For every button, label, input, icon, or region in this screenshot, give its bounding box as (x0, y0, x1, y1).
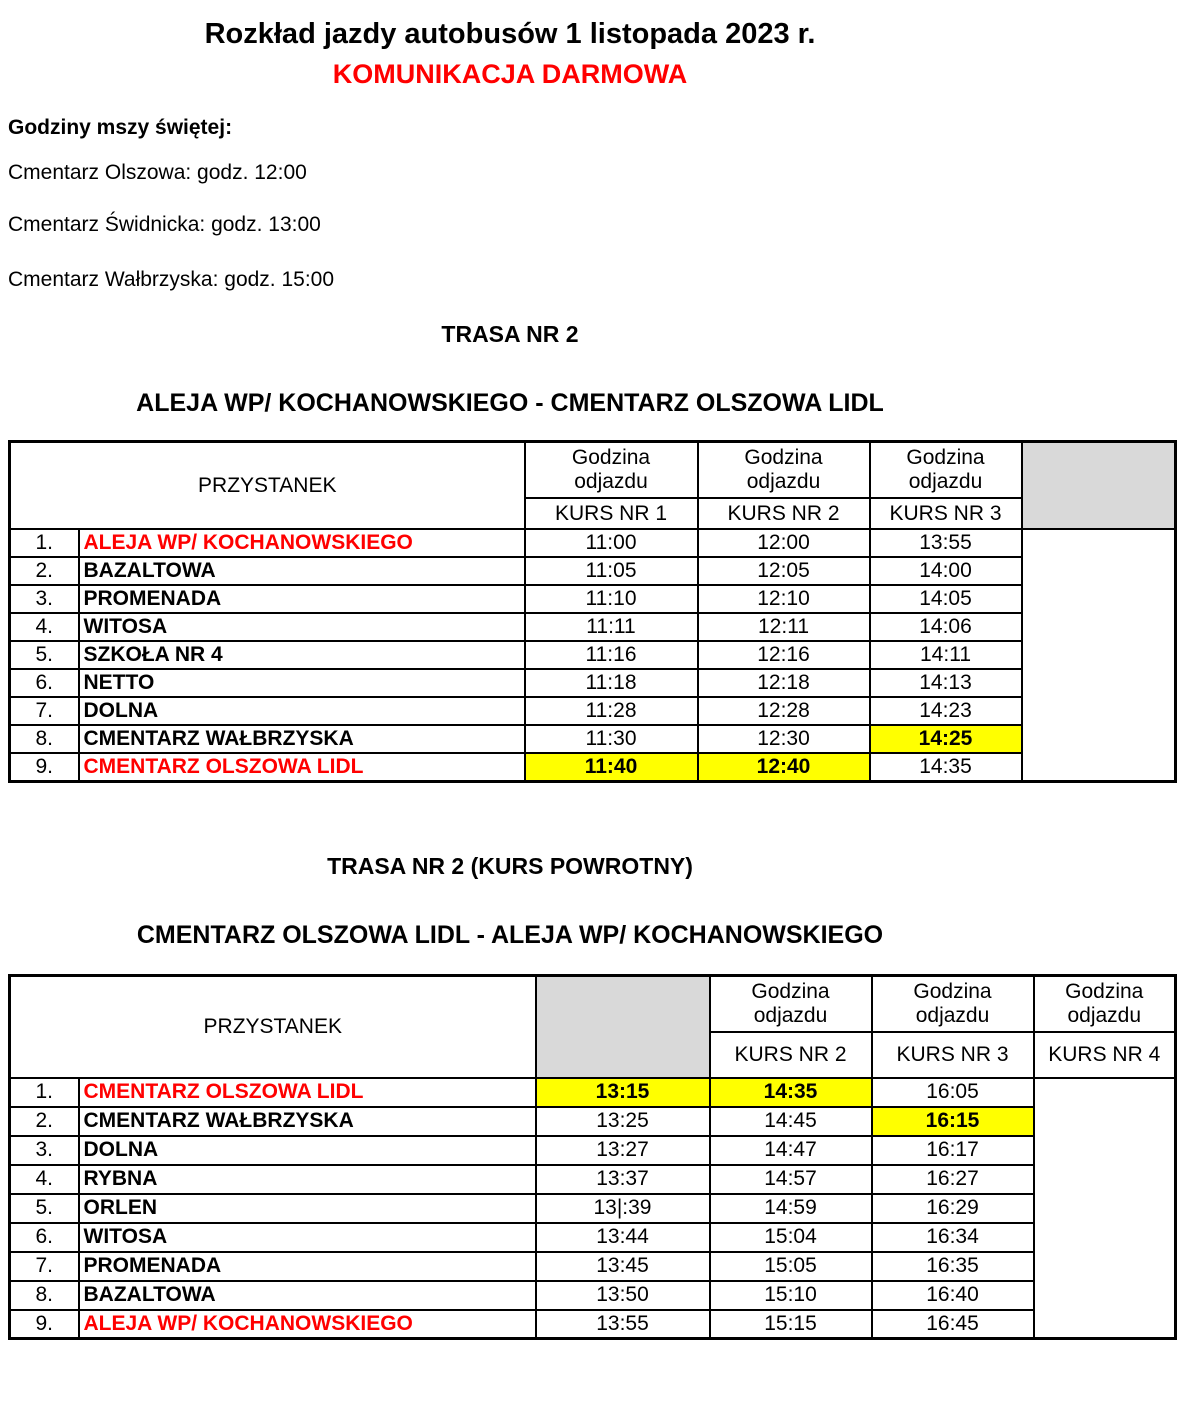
departure-time: 15:15 (710, 1310, 872, 1339)
column-header-przystanek: PRZYSTANEK (10, 976, 536, 1078)
page-title: Rozkład jazdy autobusów 1 listopada 2023 r. (204, 18, 816, 50)
stop-name: PROMENADA (79, 585, 525, 613)
departure-time: 16:45 (872, 1310, 1034, 1339)
stop-number: 2. (10, 557, 79, 585)
table-row (10, 725, 1176, 753)
departure-time: 14:25 (870, 725, 1022, 753)
document-page (0, 18, 1200, 1340)
stop-number: 7. (10, 697, 79, 725)
table-row (10, 1281, 1176, 1310)
departure-time: 14:59 (710, 1194, 872, 1223)
stop-name: SZKOŁA NR 4 (79, 641, 525, 669)
departure-time: 16:40 (872, 1281, 1034, 1310)
stop-number: 3. (10, 585, 79, 613)
departure-time: 14:00 (870, 557, 1022, 585)
departure-time: 13:55 (870, 529, 1022, 557)
section-title-trasa-2: TRASA NR 2 (441, 320, 579, 347)
table-row (10, 557, 1176, 585)
stop-name: WITOSA (79, 613, 525, 641)
stop-number: 9. (10, 753, 79, 781)
table-row (10, 613, 1176, 641)
table-row (10, 1310, 1176, 1339)
timetable-return (8, 974, 1177, 1340)
route-title-outbound: ALEJA WP/ KOCHANOWSKIEGO - CMENTARZ OLSZOWA LIDL (136, 389, 884, 418)
stop-number: 5. (10, 1194, 79, 1223)
departure-time: 15:05 (710, 1252, 872, 1281)
departure-time: 11:11 (525, 613, 698, 641)
column-header-godzina-3: Godzina odjazdu (1034, 976, 1176, 1032)
stop-name: BAZALTOWA (79, 557, 525, 585)
table-row (10, 1252, 1176, 1281)
table-row (10, 585, 1176, 613)
stop-number: 6. (10, 669, 79, 697)
stop-name: DOLNA (79, 697, 525, 725)
departure-time: 12:30 (698, 725, 870, 753)
table-row (10, 669, 1176, 697)
departure-time: 14:05 (870, 585, 1022, 613)
departure-time: 12:40 (698, 753, 870, 781)
column-header-godzina-1: Godzina odjazdu (525, 441, 698, 498)
departure-time: 16:05 (872, 1078, 1034, 1107)
table-row (10, 697, 1176, 725)
departure-time: 14:11 (870, 641, 1022, 669)
table-row (10, 1223, 1176, 1252)
table-row (10, 1078, 1176, 1107)
column-header-kurs-3: KURS NR 3 (872, 1032, 1034, 1078)
table-row (10, 641, 1176, 669)
departure-time: 13:45 (536, 1252, 710, 1281)
stop-number: 4. (10, 1165, 79, 1194)
departure-time: 15:04 (710, 1223, 872, 1252)
section-2-headings (0, 853, 1020, 950)
gray-empty-column (1022, 441, 1176, 529)
stop-name: CMENTARZ OLSZOWA LIDL (79, 753, 525, 781)
departure-time: 16:17 (872, 1136, 1034, 1165)
departure-time: 16:34 (872, 1223, 1034, 1252)
stop-name: CMENTARZ WAŁBRZYSKA (79, 1107, 536, 1136)
stop-number: 8. (10, 1281, 79, 1310)
departure-time: 12:18 (698, 669, 870, 697)
departure-time: 13:37 (536, 1165, 710, 1194)
gray-empty-column (536, 976, 710, 1078)
stop-name: BAZALTOWA (79, 1281, 536, 1310)
departure-time: 14:13 (870, 669, 1022, 697)
departure-time: 16:29 (872, 1194, 1034, 1223)
table-header-row (10, 441, 1176, 498)
stop-name: ALEJA WP/ KOCHANOWSKIEGO (79, 529, 525, 557)
departure-time: 14:57 (710, 1165, 872, 1194)
departure-time: 13:25 (536, 1107, 710, 1136)
departure-time: 13:27 (536, 1136, 710, 1165)
departure-time: 16:27 (872, 1165, 1034, 1194)
departure-time: 14:06 (870, 613, 1022, 641)
departure-time: 16:35 (872, 1252, 1034, 1281)
departure-time: 15:10 (710, 1281, 872, 1310)
table-row (10, 1136, 1176, 1165)
stop-number: 6. (10, 1223, 79, 1252)
stop-name: ORLEN (79, 1194, 536, 1223)
column-header-kurs-2: KURS NR 2 (698, 498, 870, 529)
table-row (10, 1165, 1176, 1194)
stop-name: WITOSA (79, 1223, 536, 1252)
column-header-godzina-2: Godzina odjazdu (698, 441, 870, 498)
mass-time-swidnicka: Cmentarz Świdnicka: godz. 13:00 (8, 212, 321, 236)
column-header-godzina-2: Godzina odjazdu (872, 976, 1034, 1032)
stop-number: 8. (10, 725, 79, 753)
departure-time: 13:55 (536, 1310, 710, 1339)
mass-time-walbrzyska: Cmentarz Wałbrzyska: godz. 15:00 (8, 267, 335, 291)
section-title-trasa-2-powrotny: TRASA NR 2 (KURS POWROTNY) (327, 852, 693, 879)
departure-time: 13:15 (536, 1078, 710, 1107)
departure-time: 11:00 (525, 529, 698, 557)
stop-name: CMENTARZ WAŁBRZYSKA (79, 725, 525, 753)
column-header-kurs-4: KURS NR 4 (1034, 1032, 1176, 1078)
column-header-przystanek: PRZYSTANEK (10, 441, 525, 529)
departure-time: 11:40 (525, 753, 698, 781)
stop-number: 9. (10, 1310, 79, 1339)
departure-time: 12:16 (698, 641, 870, 669)
stop-name: DOLNA (79, 1136, 536, 1165)
column-header-kurs-2: KURS NR 2 (710, 1032, 872, 1078)
table-row (10, 753, 1176, 781)
stop-name: RYBNA (79, 1165, 536, 1194)
table-row (10, 529, 1176, 557)
page-subtitle: KOMUNIKACJA DARMOWA (332, 59, 688, 90)
table-row (10, 1194, 1176, 1223)
departure-time: 11:16 (525, 641, 698, 669)
departure-time: 13:50 (536, 1281, 710, 1310)
stop-number: 7. (10, 1252, 79, 1281)
stop-name: ALEJA WP/ KOCHANOWSKIEGO (79, 1310, 536, 1339)
departure-time: 14:35 (870, 753, 1022, 781)
mass-time-olszowa: Cmentarz Olszowa: godz. 12:00 (8, 161, 307, 185)
departure-time: 12:28 (698, 697, 870, 725)
departure-time: 11:10 (525, 585, 698, 613)
section-1-headings (0, 321, 1020, 418)
column-header-kurs-3: KURS NR 3 (870, 498, 1022, 529)
departure-time: 13:44 (536, 1223, 710, 1252)
stop-name: NETTO (79, 669, 525, 697)
departure-time: 12:10 (698, 585, 870, 613)
column-header-godzina-3: Godzina odjazdu (870, 441, 1022, 498)
departure-time: 13|:39 (536, 1194, 710, 1223)
departure-time: 14:35 (710, 1078, 872, 1107)
stop-number: 1. (10, 1078, 79, 1107)
departure-time: 11:18 (525, 669, 698, 697)
stop-name: PROMENADA (79, 1252, 536, 1281)
stop-number: 4. (10, 613, 79, 641)
departure-time: 12:05 (698, 557, 870, 585)
stop-number: 5. (10, 641, 79, 669)
departure-time: 11:05 (525, 557, 698, 585)
mass-times-heading: Godziny mszy świętej: (8, 116, 233, 140)
table-row (10, 1107, 1176, 1136)
departure-time: 16:15 (872, 1107, 1034, 1136)
departure-time: 14:23 (870, 697, 1022, 725)
departure-time: 11:30 (525, 725, 698, 753)
column-header-godzina-1: Godzina odjazdu (710, 976, 872, 1032)
departure-time: 12:00 (698, 529, 870, 557)
stop-number: 1. (10, 529, 79, 557)
stop-number: 3. (10, 1136, 79, 1165)
stop-number: 2. (10, 1107, 79, 1136)
route-title-return: CMENTARZ OLSZOWA LIDL - ALEJA WP/ KOCHANOWSKIEGO (136, 921, 884, 950)
departure-time: 14:47 (710, 1136, 872, 1165)
document-header (0, 18, 1020, 90)
column-header-kurs-1: KURS NR 1 (525, 498, 698, 529)
departure-time: 11:28 (525, 697, 698, 725)
stop-name: CMENTARZ OLSZOWA LIDL (79, 1078, 536, 1107)
table-header-row (10, 976, 1176, 1032)
departure-time: 12:11 (698, 613, 870, 641)
timetable-outbound (8, 440, 1177, 783)
departure-time: 14:45 (710, 1107, 872, 1136)
